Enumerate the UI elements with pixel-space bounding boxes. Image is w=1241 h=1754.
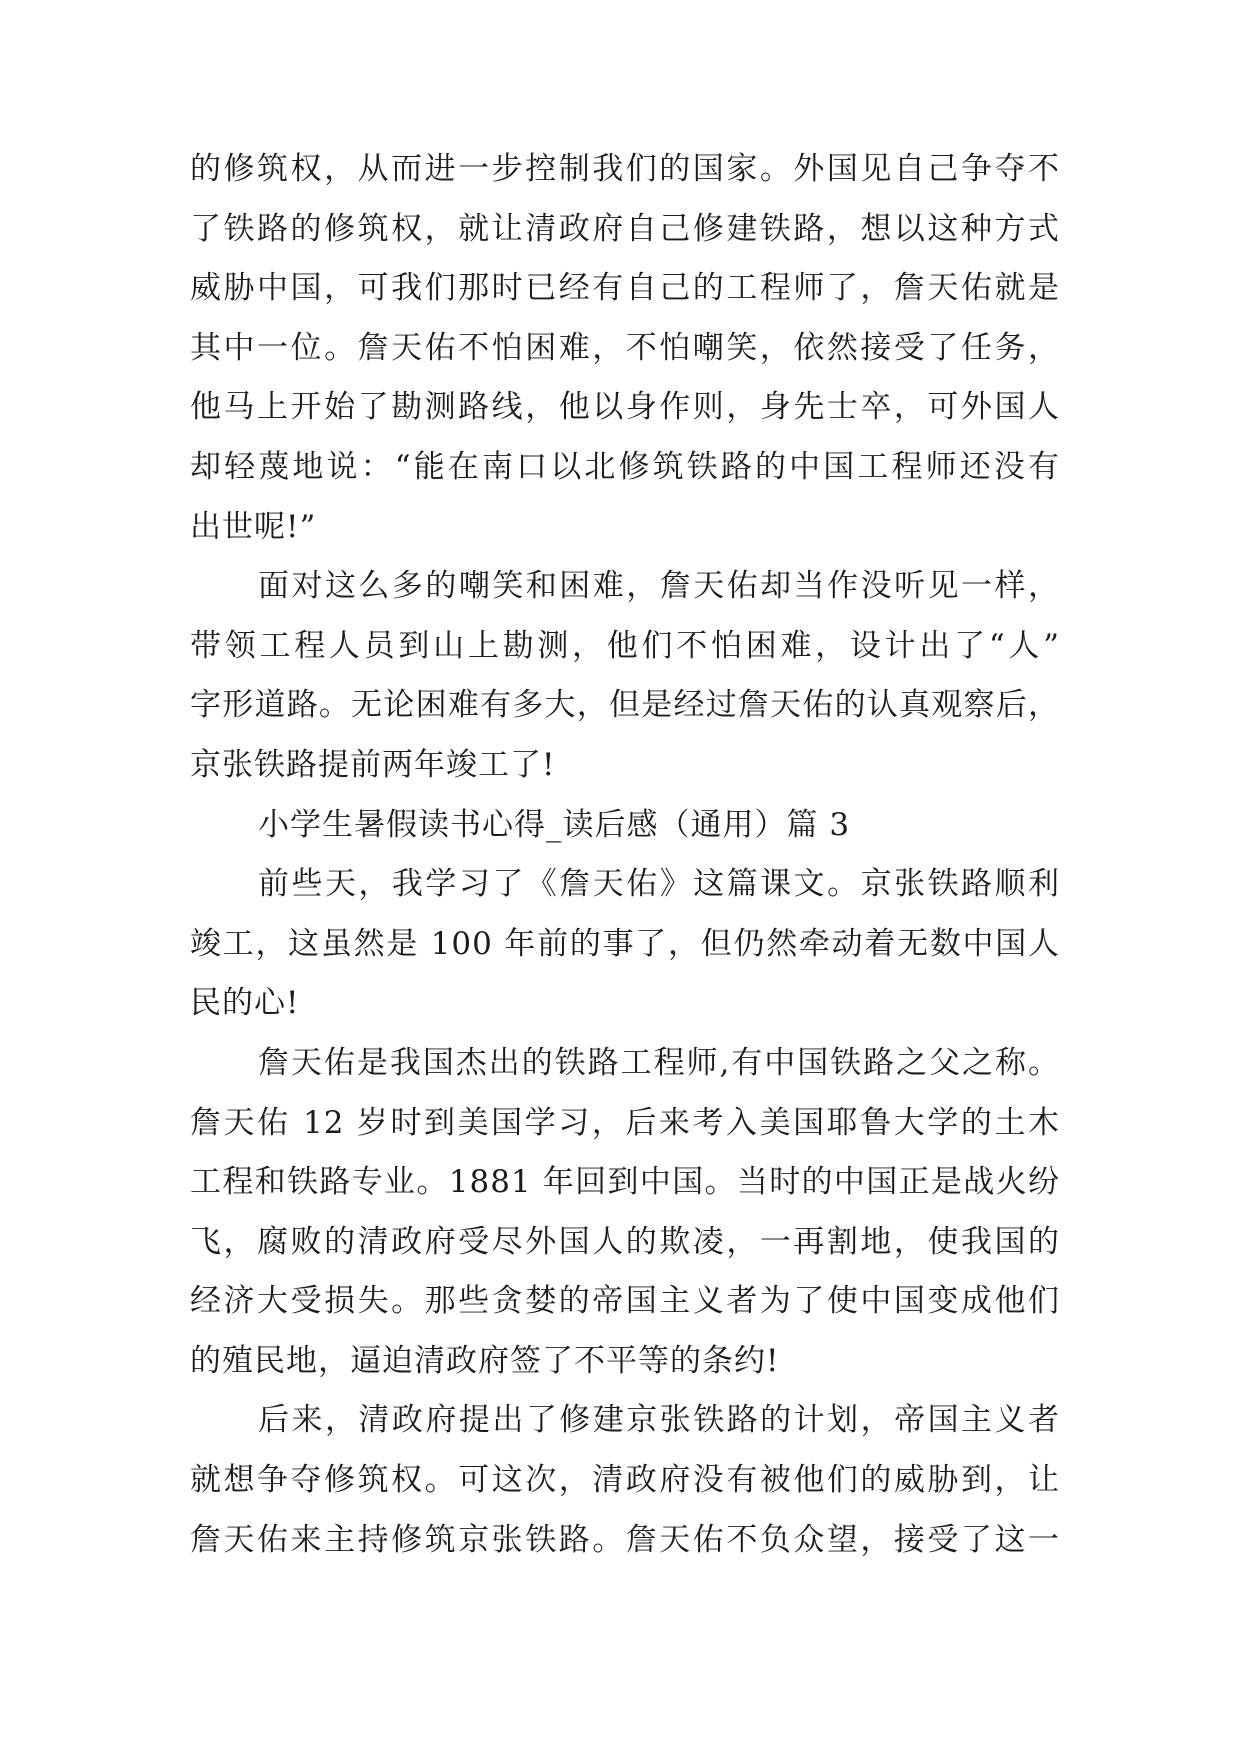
text-line: 詹天佑 12 岁时到美国学习，后来考入美国耶鲁大学的土木 — [190, 1104, 1060, 1141]
paragraph-first-line: 小学生暑假读书心得_读后感（通用）篇 3 — [258, 806, 851, 843]
text-line: 的修筑权，从而进一步控制我们的国家。外国见自己争夺不 — [190, 151, 1060, 187]
text-line: 出世呢!” — [190, 508, 317, 545]
text-line: 威胁中国，可我们那时已经有自己的工程师了，詹天佑就是 — [190, 270, 1060, 307]
text-line: 工程和铁路专业。1881 年回到中国。当时的中国正是战火纷 — [190, 1164, 1060, 1201]
text-line: 了铁路的修筑权，就让清政府自己修建铁路，想以这种方式 — [190, 210, 1060, 247]
text-line: 带领工程人员到山上勘测，他们不怕困难，设计出了“人” — [190, 627, 1060, 664]
paragraph-first-line: 前些天，我学习了《詹天佑》这篇课文。京张铁路顺利 — [258, 866, 1060, 903]
paragraph-first-line: 面对这么多的嘲笑和困难，詹天佑却当作没听见一样， — [258, 568, 1060, 605]
text-line: 京张铁路提前两年竣工了! — [190, 746, 556, 783]
text-line: 字形道路。无论困难有多大，但是经过詹天佑的认真观察后， — [190, 687, 1060, 724]
paragraph-first-line: 后来，清政府提出了修建京张铁路的计划，帝国主义者 — [258, 1402, 1060, 1439]
text-line: 他马上开始了勘测路线，他以身作则，身先士卒，可外国人 — [190, 389, 1060, 426]
paragraph-first-line: 詹天佑是我国杰出的铁路工程师,有中国铁路之父之称。 — [258, 1044, 1060, 1081]
text-line: 民的心! — [190, 985, 300, 1022]
document-body — [190, 140, 1060, 1570]
text-line: 飞，腐败的清政府受尽外国人的欺凌，一再割地，使我国的 — [190, 1223, 1060, 1260]
text-line: 其中一位。詹天佑不怕困难，不怕嘲笑，依然接受了任务， — [190, 329, 1060, 366]
text-line: 竣工，这虽然是 100 年前的事了，但仍然牵动着无数中国人 — [190, 925, 1060, 962]
text-line: 詹天佑来主持修筑京张铁路。詹天佑不负众望，接受了这一 — [190, 1521, 1060, 1558]
text-line: 的殖民地，逼迫清政府签了不平等的条约! — [190, 1342, 780, 1379]
text-line: 就想争夺修筑权。可这次，清政府没有被他们的威胁到，让 — [190, 1462, 1060, 1499]
text-line: 经济大受损失。那些贪婪的帝国主义者为了使中国变成他们 — [190, 1283, 1060, 1320]
text-line: 却轻蔑地说：“能在南口以北修筑铁路的中国工程师还没有 — [190, 448, 1060, 485]
